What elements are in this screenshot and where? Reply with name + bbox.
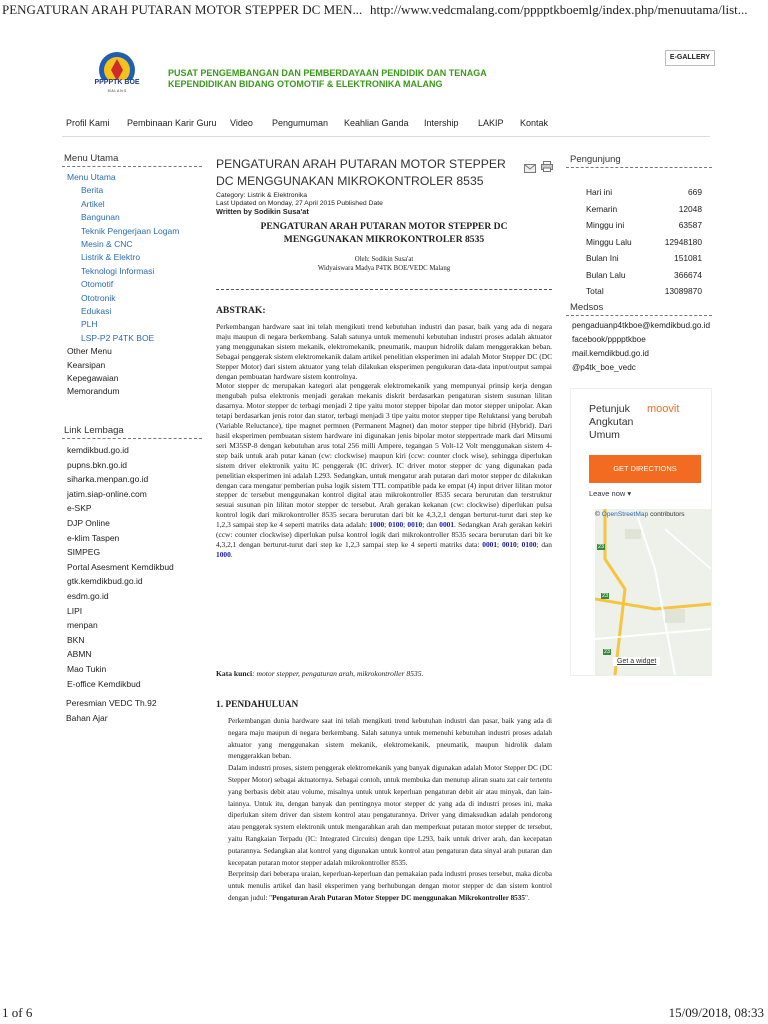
sidebar-link-item[interactable]: e-klim Taspen xyxy=(67,532,120,543)
matrix-cw-value: 1000 xyxy=(369,520,385,530)
visitor-value: 13089870 xyxy=(664,286,702,296)
sidebar-link-item[interactable]: E-office Kemdikbud xyxy=(67,678,141,689)
moovit-heading-line: Angkutan xyxy=(589,416,634,428)
sidebar-menu-list xyxy=(66,172,206,412)
abstract-paragraph-2: Motor stepper dc merupakan kategori alat penggerak elektromekanik yang mempunyai prinsip kerja dengan mengubah pulsa elektronis menjadi gerakan mekanis diskrit berdasarkan pengaturan sistem susunan lilitan dasarnya. Motor stepper dc terbagi menjadi 2 tipe yaitu motor stepper bipolar dan motor stepper unipolar. Akan tetapi berdasarkan jenis rotor dan stator, terbagi menjadi 3 tipe yaitu motor stepper tipe Reluktansi yang berubah (Variable Reluctance), tipe magnet permnen (Permanent Magnet) dan motor stepper tipe hibrid (Hybrid). Dari hasil eksperimen pembuatan sistem hardware ini digunakan jenis bipolar motor steppertrade mark dari Mitsumi seri M35SP-8 dengan kebutuhan arus total 256 milli Ampere, tegangan 5 Volt-12 Volt menggunakan sistem 4-step baik untuk arah putar kanan (cw: clockwise) maupun kiri (ccw: counter clock wise), sehingga diperlukan sistem driver elektronik yaitu IC penggerak (IC driver). IC driver motor stepper dc yang digunakan pada penelitian eksperimen ini adalah L293. Sedangkan, untuk mengatur arah putaran dari motor stepper dc dilakukan dengan cara mengatur pemberian pulsa logik sistem TTL compatible pada ke empat (4) input driver lilitan motor stepper dc tersebut menggunakan kontrol digital atau mikrokontroller 8535 secara berurutan dan terstruktur sesuai susunan pin lilitan motor stepper dc tersebut. Arah gerakan kekanan (cw: clockwise) diperlukan pulsa kontrol logik dari mikrokontroller 8535 secara berurutan dari bit ke 4,3,2,1 dengan berturut-turut dari step ke 1,2,3 sampai step ke 4 seperti matriks data adalah: 1000; 0100; 0010; dan 0001. Sedangkan Arah gerakan kekiri (ccw: counter clockwise) diperlukan pulsa kontrol logik dari mikrokontroller 8535 secara berurutan dari bit ke 4,3,2,1 dengan berturut-turut dari step ke 1,2,3 sampai step ke 4 seperti matriks data: 0001; 0010; 0100; dan 1000. xyxy=(216,381,553,559)
sidebar-link-list xyxy=(66,445,206,695)
sidebar-link-item[interactable]: ABMN xyxy=(67,649,92,660)
print-page-title: PENGATURAN ARAH PUTARAN MOTOR STEPPER DC MEN... xyxy=(2,2,363,17)
matrix-ccw-value: 0001 xyxy=(482,539,498,549)
nav-item-kontak[interactable]: Kontak xyxy=(520,118,549,128)
intro-paragraph-1: Perkembangan dunia hardware saat ini telah mengikuti trend kebutuhan industri dan pasar, baik yang ada di negara maju maupun di negara berkembang. Salah satunya untuk memenuhi kebutuhan industri proses adalah aktuator yang menggunakan sistem mekanik, elektromekanik, pneumatik, maupun hidrolik dalam menggerakkan beban. xyxy=(228,717,552,761)
article-updated: Last Updated on Monday, 27 April 2015 Published Date xyxy=(216,200,383,207)
medsos-mail[interactable]: mail.kemdikbud.go.id xyxy=(572,349,649,358)
road-marker: 23 xyxy=(604,649,611,655)
visitors-title xyxy=(570,154,710,165)
map-roads-icon xyxy=(595,509,711,675)
nav-item-pembinaan[interactable]: Pembinaan Karir Guru xyxy=(127,118,217,128)
sidebar-link-item[interactable]: BKN xyxy=(67,634,85,645)
divider xyxy=(216,289,552,290)
medsos-list xyxy=(572,321,710,377)
map[interactable] xyxy=(595,509,711,675)
sidebar-link-item[interactable]: esdm.go.id xyxy=(67,591,109,601)
moovit-heading-line: Umum xyxy=(589,429,620,441)
print-page-url[interactable]: http://www.vedcmalang.com/pppptkboemlg/index.php/menuutama/list... xyxy=(370,2,748,17)
article-title: PENGATURAN ARAH PUTARAN MOTOR STEPPER DC MENGGUNAKAN MIKROKONTROLER 8535 xyxy=(216,157,506,188)
sidebar-menu-item[interactable]: Berita xyxy=(81,185,104,196)
sidebar-menu-item[interactable]: Teknik Pengerjaan Logam xyxy=(81,225,180,236)
visitor-label: Bulan Ini xyxy=(586,253,619,263)
nav-item-video[interactable]: Video xyxy=(230,118,253,128)
nav-item-profil[interactable]: Profil Kami xyxy=(66,118,110,128)
document-title xyxy=(216,220,552,246)
sidebar-menu-item[interactable]: Bangunan xyxy=(81,212,120,223)
document-title-line-1: PENGATURAN ARAH PUTARAN MOTOR STEPPER DC xyxy=(260,221,508,232)
matrix-ccw-value: 1000 xyxy=(216,549,231,559)
document-byline xyxy=(216,255,552,273)
email-icon[interactable] xyxy=(524,160,536,178)
article-header xyxy=(216,156,552,190)
print-page-number: 1 of 6 xyxy=(2,1005,33,1020)
sidebar-menu-item[interactable]: Edukasi xyxy=(81,306,112,316)
moovit-heading xyxy=(589,403,633,442)
visitor-value: 12948180 xyxy=(664,236,702,247)
visitor-row xyxy=(586,204,702,216)
sidebar-link-item[interactable]: menpan xyxy=(67,620,98,631)
visitor-label: Hari ini xyxy=(586,187,613,197)
sidebar-menu-item[interactable]: Listrik & Elektro xyxy=(81,252,141,263)
visitor-row xyxy=(586,253,702,265)
sidebar-link-item[interactable]: SIMPEG xyxy=(67,547,101,558)
sidebar-menu-item[interactable]: Ototronik xyxy=(81,292,116,303)
e-gallery-button[interactable]: E-GALLERY xyxy=(665,50,715,66)
sidebar-link-item[interactable]: DJP Online xyxy=(67,518,110,528)
print-icon[interactable] xyxy=(541,159,553,177)
sidebar-link-item[interactable]: gtk.kemdikbud.go.id xyxy=(67,576,143,587)
get-widget-link[interactable]: Get a widget xyxy=(613,657,660,666)
medsos-title xyxy=(570,302,710,313)
road-marker: 23 xyxy=(602,593,609,599)
sidebar-link-peresmian[interactable]: Peresmian VEDC Th.92 xyxy=(66,698,157,708)
sidebar-menu-item[interactable]: Mesin & CNC xyxy=(81,239,133,249)
sidebar-link-bahan-ajar[interactable]: Bahan Ajar xyxy=(66,713,108,723)
logo-subtext: M A L A N G xyxy=(107,89,127,93)
intro-paragraph-3-text: Berprinsip dari beberapa uraian, keperluan-keperluan dan pemakaian pada industri proses tersebut, maka dicoba untuk menulis artikel dan hasil eksperimen yang berhubungan dengan motor stepper dc dan sistem kontrol dengan judul: " xyxy=(228,870,552,902)
medsos-title-text: Medsos xyxy=(570,302,604,313)
matrix-ccw-value: 0100 xyxy=(521,539,537,549)
sidebar-link-item[interactable]: kemdikbud.go.id xyxy=(67,445,129,455)
nav-item-lakip[interactable]: LAKIP xyxy=(478,118,504,128)
visitor-row xyxy=(586,286,702,298)
abstract-paragraph-1: Perkembangan hardware saat ini telah mengikuti trend kebutuhan industri dan pasar, baik yang ada di negara maju maupun di negara berkembang. Salah satunya untuk memenuhi kebutuhan industri proses adalah aktuator yang menggunakan sistem mekanik, elektromekanik, pneumatik, maupun hidrolik dalam menggerakkan beban. Sebagai penggerak sistem elektromekanik dalam artikel penelitian eksperimen ini adalah Motor Stepper DC (DC Stepper Motor) dari sistem aktuator yang telah dilakukan eksperimen pengukuran data-data input/output sampai dengan pembuatan hardware sistem kontrolnya. xyxy=(216,322,552,381)
sidebar-links-title: Link Lembaga xyxy=(64,425,124,436)
visitor-value: 63587 xyxy=(678,220,702,230)
matrix-cw-value: 0100 xyxy=(388,520,404,530)
abstract-heading: ABSTRAK: xyxy=(216,305,266,316)
matrix-cw-value: 0010 xyxy=(407,520,423,530)
visitor-value: 151081 xyxy=(674,253,702,263)
leave-now-label: Leave now xyxy=(589,489,626,498)
openstreetmap-link[interactable]: OpenStreetMap xyxy=(601,511,649,518)
divider xyxy=(566,167,712,168)
sidebar-menu-item[interactable]: Artikel xyxy=(81,198,105,209)
main-navigation xyxy=(62,112,710,137)
abstract-body xyxy=(216,322,552,560)
visitor-value: 12048 xyxy=(678,203,702,214)
medsos-facebook[interactable]: facebook/pppptkboe xyxy=(572,335,646,344)
site-logo[interactable] xyxy=(92,50,142,103)
attribution-text: contributors xyxy=(650,511,685,518)
article-category: Category: Listrik & Elektronika xyxy=(216,192,308,199)
sidebar-link-item[interactable]: Portal Asesment Kemdikbud xyxy=(67,561,174,572)
sidebar-menu-item[interactable]: Teknologi Informasi xyxy=(81,265,155,276)
visitor-row xyxy=(586,220,702,232)
section-heading: 1. PENDAHULUAN xyxy=(216,700,299,710)
visitor-row xyxy=(586,187,702,199)
sidebar-menu-item[interactable]: Kepegawaian xyxy=(67,373,119,383)
intro-paragraph-2: Dalam industri proses, sistem penggerak elektromekanik yang banyak digunakan adalah Motor Stepper DC (DC Stepper Motor) sebagai aktuatornya. Sebagai contoh, untuk membuka dan menutup aliran suatu zat cair tertentu yang berbasis debit atau volume, misalnya untuk untuk keperluan pengaturan debit air atau minyak, dan lain-lainnya. Untuk itu, dengan banyak dan pentingnya motor stepper dc yang ada di industri proses ini, maka diperlukan sitem driver dan sistem kontrol atau pengaturannya. Driver yang dimaksudkan adalah pendorong atau penggerak system elektronik untuk mengarahkan arah dan memperkuat putaran motor stepper dc tersebut, yaitu Rangkaian Terpadu (IC: Integrated Circuits) dengan tipe L293, baik untuk driver arah, dan kecepatan putarannya. Sedangkan alat kontrol yang digunakan untuk kontrol atau pengaturan data sinyal arah putaran dan kecepatan putaran motor stepper adalah mikrokontroller 8535. xyxy=(228,764,552,867)
logo-text: PPPPTK BOE xyxy=(94,79,140,86)
introduction-body xyxy=(228,716,552,905)
abstract-paragraph-2-text: Motor stepper dc merupakan kategori alat penggerak elektromekanik yang mempunyai prinsip kerja dengan mengubah pulsa elektronis menjadi gerakan mekanis diskrit berdasarkan pengaturan sistem susunan lilitan dasarnya. Motor stepper dc terbagi menjadi 2 tipe yaitu motor stepper bipolar dan motor stepper unipolar. Akan tetapi berdasarkan jenis rotor dan stator, terbagi menjadi 3 tipe yaitu motor stepper tipe Reluktansi yang berubah (Variable Reluctance), tipe magnet permnen (Permanent Magnet) dan motor stepper tipe hibrid (Hybrid). Dari hasil eksperimen pembuatan sistem hardware ini digunakan jenis bipolar motor steppertrade mark dari Mitsumi seri M35SP-8 dengan kebutuhan arus total 256 milli Ampere, tegangan 5 Volt-12 Volt menggunakan sistem 4-step baik untuk arah putar kanan (cw: clockwise) maupun kiri (ccw: counter clock wise), sehingga diperlukan sistem driver elektronik yaitu IC penggerak (IC driver). IC driver motor stepper dc yang digunakan pada penelitian eksperimen ini adalah L293. Sedangkan, untuk mengatur arah putaran dari motor stepper dc dilakukan dengan cara mengatur pemberian pulsa logik sistem TTL compatible pada ke empat (4) input driver lilitan motor stepper dc tersebut menggunakan kontrol digital atau mikrokontroller 8535 secara berurutan dan terstruktur sesuai susunan pin lilitan motor stepper dc tersebut. Arah gerakan kekanan (cw: clockwise) diperlukan pulsa kontrol logik dari mikrokontroller 8535 secara berurutan dari bit ke 4,3,2,1 dengan berturut-turut dari step ke 1,2,3 sampai step ke 4 seperti matriks data adalah: xyxy=(216,381,552,530)
intro-paragraph-3 xyxy=(228,869,552,904)
sidebar-menu-item[interactable]: Memorandum xyxy=(67,386,120,397)
print-header xyxy=(0,0,768,22)
intro-paragraph-3-title: Pengaturan Arah Putaran Motor Stepper DC menggunakan Mikrokontroller 8535 xyxy=(272,893,525,902)
document-position: Widyaiswara Madya P4TK BOE/VEDC Malang xyxy=(317,265,451,272)
sidebar-menu-item[interactable]: LSP-P2 P4TK BOE xyxy=(81,332,155,343)
visitor-label: Total xyxy=(586,286,604,296)
chevron-down-icon: ▾ xyxy=(627,489,632,498)
article-meta xyxy=(216,192,552,216)
intro-paragraph-3-end: ". xyxy=(524,893,530,902)
sidebar-link-item[interactable]: LIPI xyxy=(67,605,83,616)
sidebar-menu-title: Menu Utama xyxy=(64,153,119,164)
moovit-widget xyxy=(570,388,712,676)
visitor-label: Minggu ini xyxy=(586,220,625,230)
divider xyxy=(566,315,712,316)
sidebar-link-item[interactable]: e-SKP xyxy=(67,503,92,514)
print-footer xyxy=(0,1002,768,1024)
document-author: Oleh: Sodikin Susa'at xyxy=(354,256,414,263)
sidebar-link-item[interactable]: Mao Tukin xyxy=(67,664,107,674)
visitors-title-text: Pengunjung xyxy=(570,154,621,165)
visitor-label: Bulan Lalu xyxy=(586,269,626,280)
keywords-label: Kata kunci xyxy=(216,669,253,678)
road-marker: 23 xyxy=(598,544,605,550)
moovit-logo: moovit xyxy=(647,403,680,415)
visitors-table xyxy=(570,187,710,297)
sidebar-link-item[interactable]: pupns.bkn.go.id xyxy=(67,459,128,470)
nav-item-intership[interactable]: Intership xyxy=(424,118,459,128)
divider xyxy=(62,438,202,439)
visitor-value: 669 xyxy=(688,187,702,197)
medsos-email[interactable]: pengaduanp4tkboe@kemdikbud.go.id xyxy=(572,321,711,330)
keywords-text: : motor stepper, pengaturan arah, mikrokontroller 8535. xyxy=(252,669,424,678)
nav-item-pengumuman[interactable]: Pengumuman xyxy=(272,118,329,128)
visitor-label: Kemarin xyxy=(586,203,618,214)
matrix-cw-value: 0001 xyxy=(439,520,455,530)
nav-item-keahlian[interactable]: Keahlian Ganda xyxy=(344,118,409,128)
sidebar-link-item[interactable]: siharka.menpan.go.id xyxy=(67,474,149,485)
org-line-1: PUSAT PENGEMBANGAN DAN PEMBERDAYAAN PENDIDIK DAN TENAGA xyxy=(168,68,487,78)
visitor-label: Minggu Lalu xyxy=(586,236,632,247)
org-line-2: KEPENDIDIKAN BIDANG OTOMOTIF & ELEKTRONIKA MALANG xyxy=(168,79,443,89)
visitor-row xyxy=(586,270,702,282)
sidebar-menu-item[interactable]: Otomotif xyxy=(81,279,114,290)
visitor-row xyxy=(586,237,702,249)
sidebar-link-item[interactable]: jatim.siap-online.com xyxy=(67,488,147,499)
sidebar-menu-item[interactable]: PLH xyxy=(81,319,98,330)
get-directions-button[interactable]: GET DIRECTIONS xyxy=(589,455,701,483)
visitor-value: 366674 xyxy=(674,269,702,280)
article-author: Written by Sodikin Susa'at xyxy=(216,207,309,216)
map-attribution xyxy=(595,511,711,518)
sidebar-menu-item[interactable]: Kearsipan xyxy=(67,359,106,370)
sidebar-menu-item[interactable]: Other Menu xyxy=(67,346,112,357)
abstract-paragraph-3-text: Sedangkan Arah gerakan kekiri (ccw: counter clockwise) diperlukan pulsa kontrol logik dari mikrokontroller 8535 secara berurutan dari bit ke 4,3,2,1 dengan berturut-turut dari step ke 1,2,3 sampai step ke 4 seperti matriks data: xyxy=(216,520,553,549)
print-datetime: 15/09/2018, 08:33 xyxy=(668,1005,764,1020)
divider xyxy=(62,166,202,167)
document-title-line-2: MENGGUNAKAN MIKROKONTROLER 8535 xyxy=(283,234,485,245)
matrix-ccw-value: 0010 xyxy=(501,539,517,549)
organization-name xyxy=(168,68,487,90)
keywords xyxy=(216,669,552,678)
leave-now-select[interactable] xyxy=(589,489,631,498)
medsos-twitter[interactable]: @p4tk_boe_vedc xyxy=(572,363,636,372)
moovit-heading-line: Petunjuk xyxy=(589,403,630,415)
sidebar-menu-item[interactable]: Menu Utama xyxy=(67,172,116,182)
attribution-copyright: © xyxy=(595,511,600,518)
